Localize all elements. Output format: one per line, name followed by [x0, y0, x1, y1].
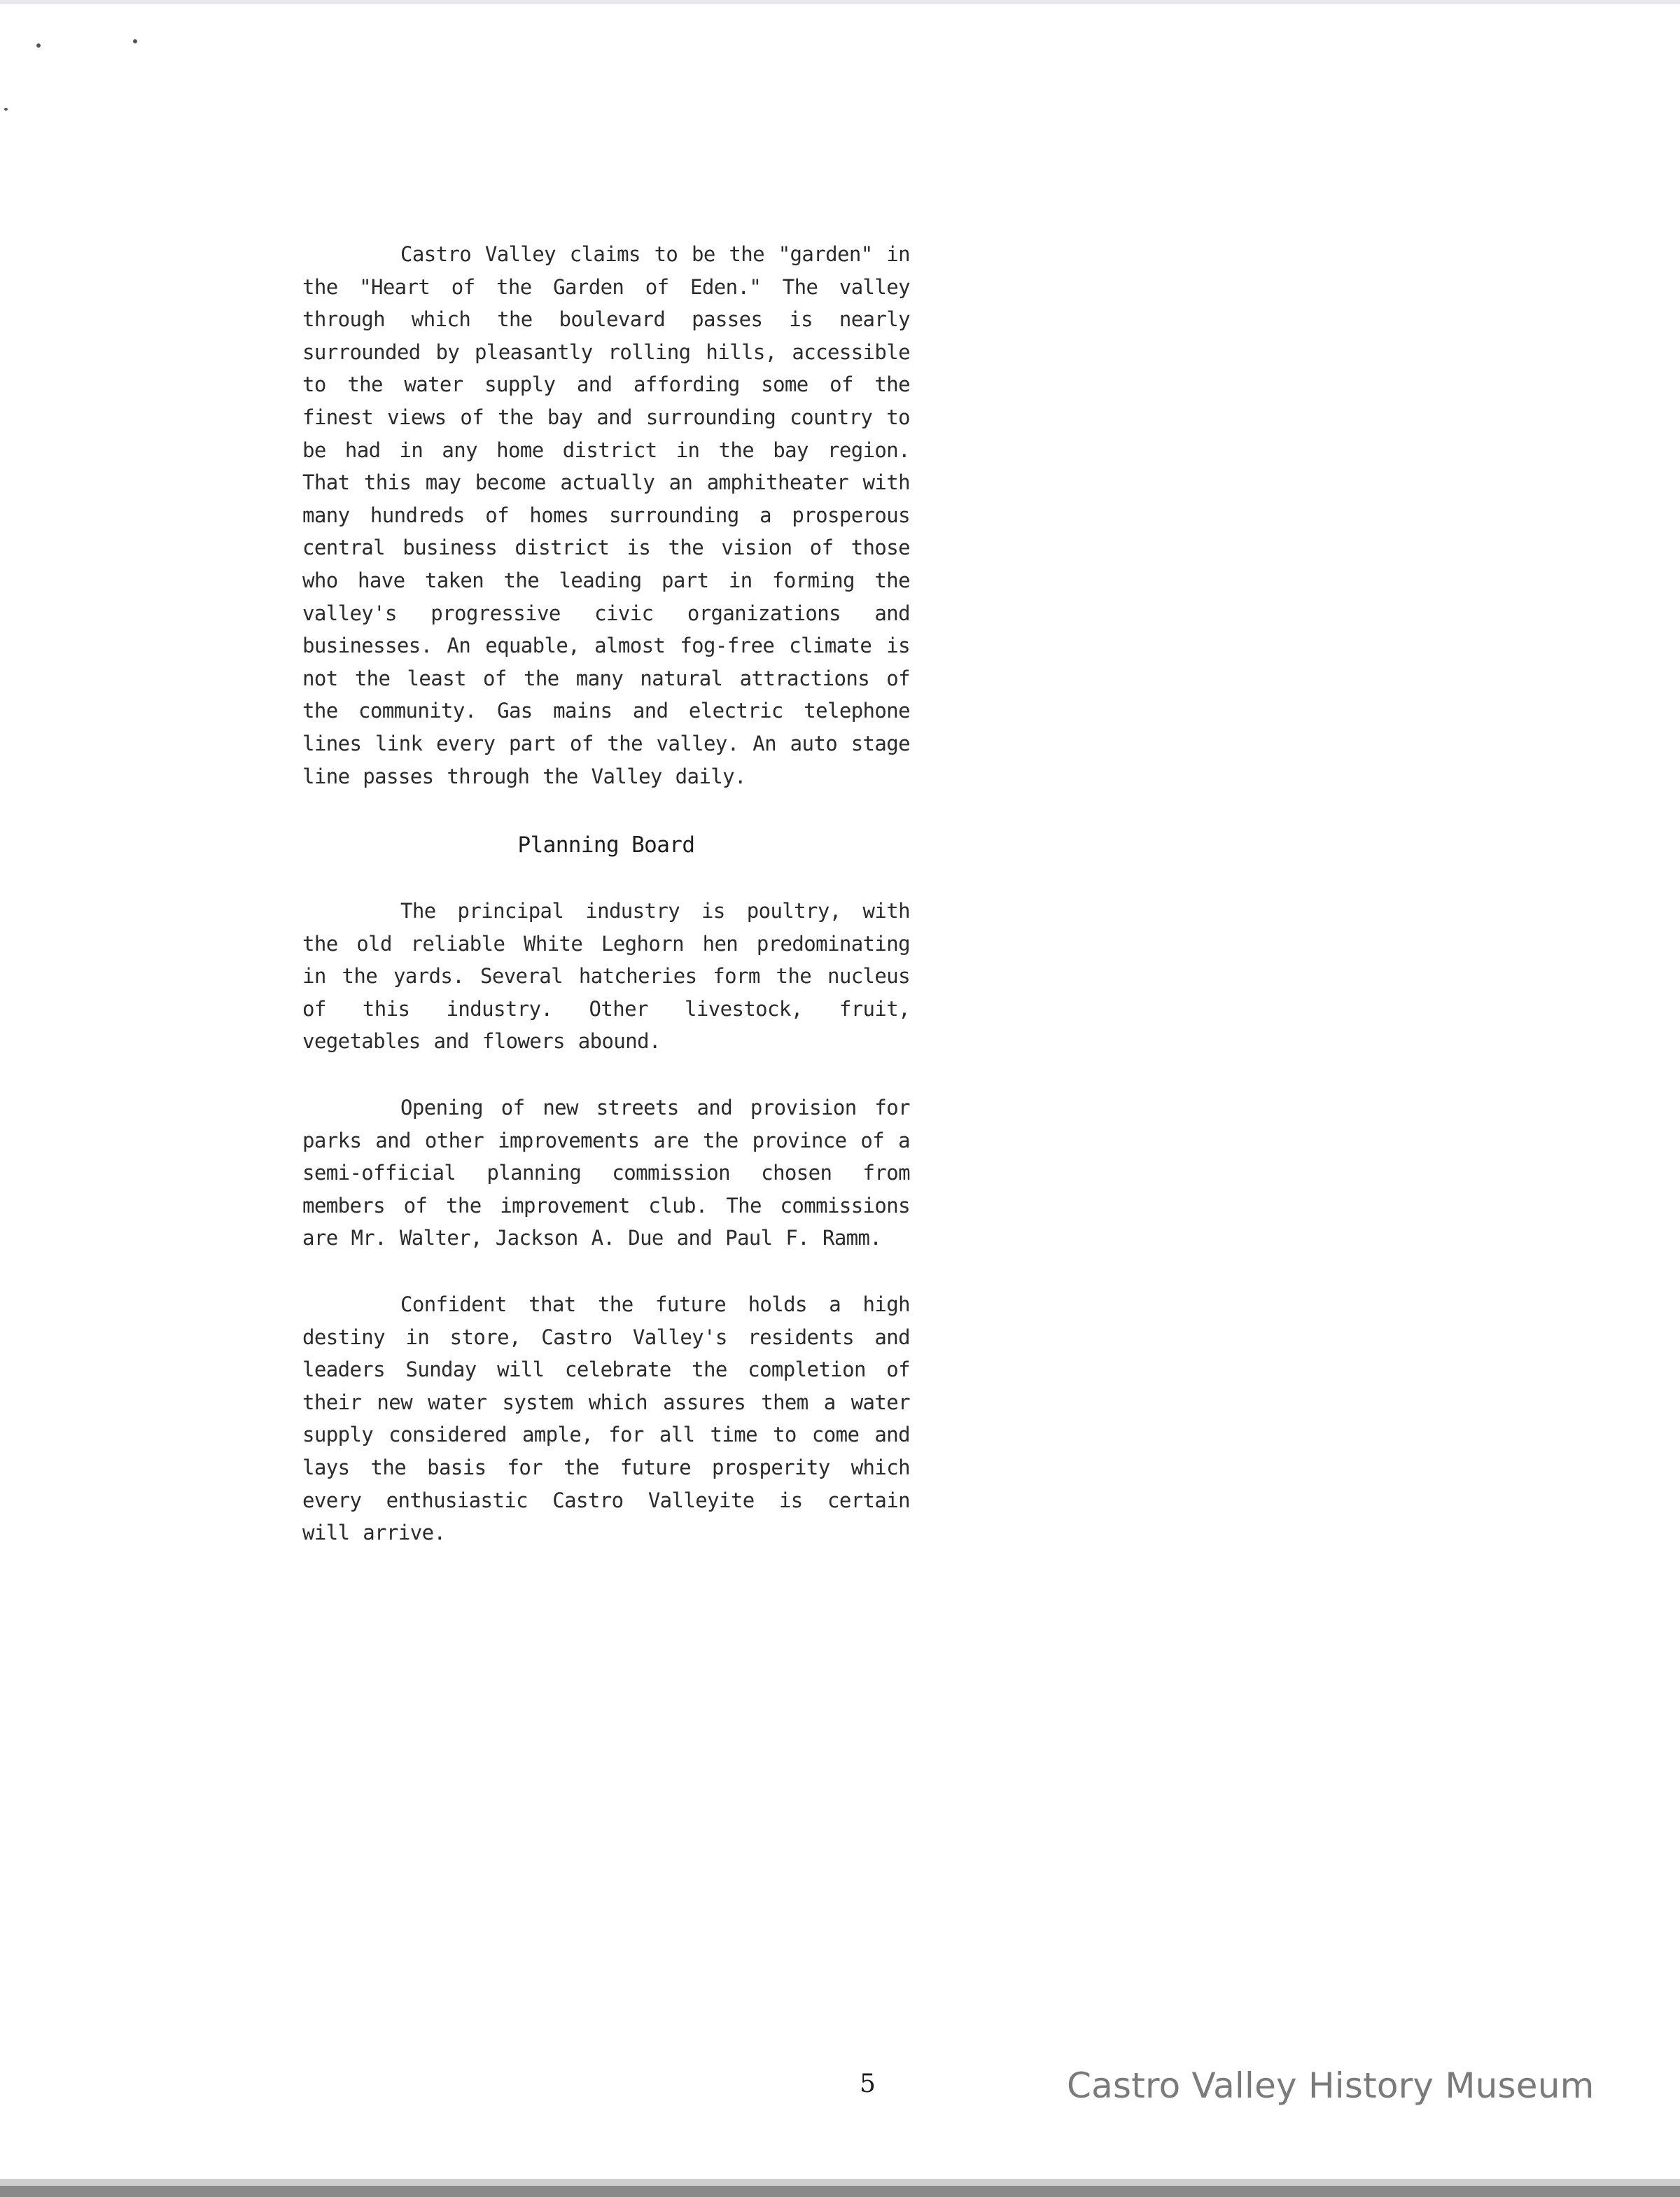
paragraph-spacer [302, 1058, 910, 1091]
paragraph-poultry-industry: The principal industry is poultry, with the old reliable White Leghorn hen predominating in the yards. Several hatcheries form the nucleus of this industry. Other livestock, fruit, vegetables and flowers abound. [302, 899, 910, 1054]
scan-top-edge [0, 0, 1680, 4]
paragraph-spacer [302, 1255, 910, 1288]
page-number: 5 [860, 2070, 876, 2098]
scan-speck [4, 108, 8, 111]
scan-bottom-edge [0, 2186, 1680, 2197]
paragraph-planning-commission: Opening of new streets and provision for parks and other improvements are the province of a semi-official planning commission chosen from members of the improvement club. The commissions are Mr. Walter, Jackson A. Due and Paul F. Ramm. [302, 1096, 910, 1250]
paragraph-garden-of-eden: Castro Valley claims to be the "garden" in the "Heart of the Garden of Eden." The valley through which the boulevard passes is nearly surrounded by pleasantly rolling hills, accessible to the water supply and affording some of the finest views of the bay and surrounding country to be had in any home district in the bay region. That this may become actually an amphitheater with many hundreds of homes surrounding a prosperous central business district is the vision of those who have taken the leading part in forming the valley's progressive civic organizations and businesses. An equable, almost fog-free climate is not the least of the many natural attractions of the community. Gas mains and electric telephone lines link every part of the valley. An auto stage line passes through the Valley daily. [302, 242, 910, 788]
document-body [302, 238, 910, 1549]
scan-speck [36, 43, 41, 48]
scan-speck [133, 39, 137, 43]
museum-watermark: Castro Valley History Museum [1067, 2065, 1595, 2106]
scan-bottom-shadow [0, 2179, 1680, 2186]
section-heading-planning-board: Planning Board [517, 832, 695, 858]
paragraph-water-system: Confident that the future holds a high destiny in store, Castro Valley's residents and leaders Sunday will celebrate the completion of their new water system which assures them a water supply considered ample, for all time to come and lays the basis for the future prosperity which every enthusiastic Castro Valleyite is certain will arrive. [302, 1292, 910, 1545]
